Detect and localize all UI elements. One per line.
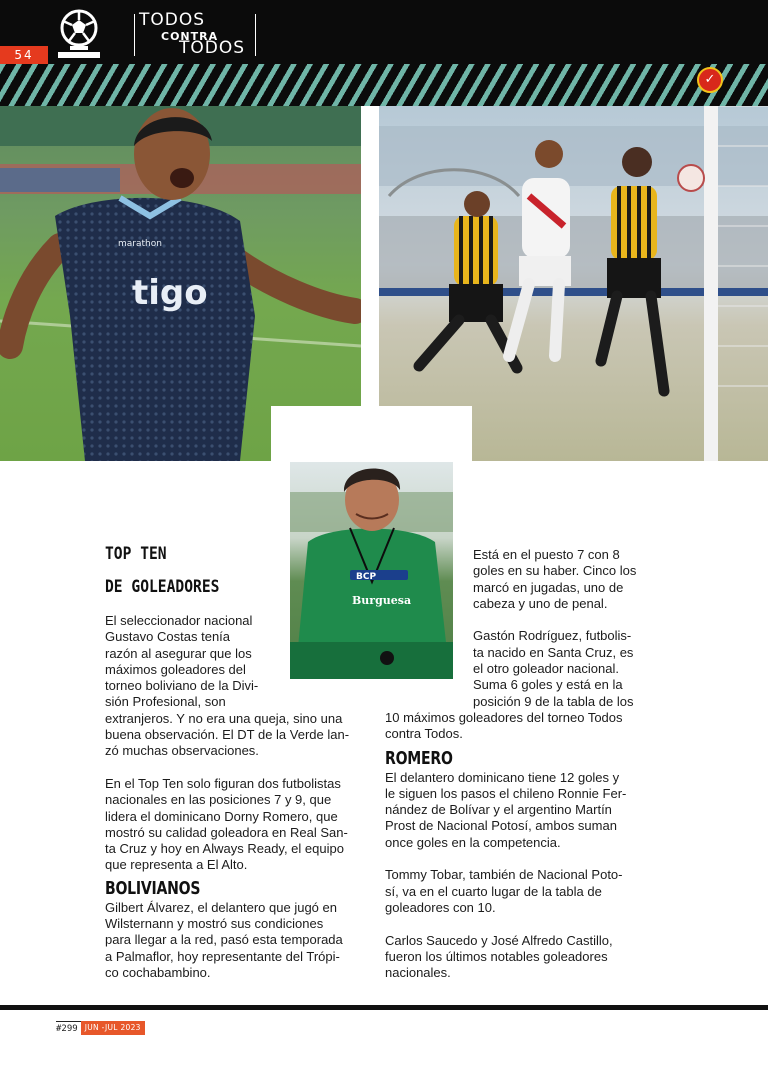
text-line: Está en el puesto 7 con 8 [473, 547, 620, 562]
text-line: Suma 6 goles y está en la [473, 677, 623, 693]
decorative-stripes [0, 64, 768, 106]
text-line: co cochabambino. [105, 964, 211, 980]
text-line: zó muchas observaciones. [105, 743, 259, 759]
section-title-line2: CONTRA [161, 30, 219, 43]
article-left-column [105, 538, 375, 981]
coach-photo-frame [271, 406, 472, 462]
text-line: nacionales en las posiciones 7 y 9, que [105, 792, 332, 808]
article-right-column-top [473, 547, 673, 710]
text-line: razón al asegurar que los [105, 645, 252, 661]
paragraph-intro [105, 613, 375, 760]
shirt-brand-text: tigo [132, 273, 208, 313]
text-line: Wilsternann y mostró sus condiciones [105, 916, 324, 932]
text-line: once goles en la competencia. [385, 834, 561, 850]
text-line: cabeza y uno de penal. [473, 595, 608, 611]
text-line: a Palmaflor, hoy representante del Trópi- [105, 948, 340, 964]
text-line: Gustavo Costas tenía [105, 629, 231, 645]
text-line: el otro goleador nacional. [473, 661, 619, 677]
text-line: buena observación. El DT de la Verde lan- [105, 727, 350, 743]
text-line: fueron los últimos notables goleadores [385, 948, 608, 964]
text-line: ta nacido en Santa Cruz, es [473, 644, 634, 660]
paragraph-alvarez [105, 900, 375, 981]
footer-rule [0, 1005, 768, 1010]
paragraph-top-ten [105, 776, 375, 874]
text-line: Prost de Nacional Potosí, ambos suman [385, 818, 617, 834]
text-line: ta Cruz y hoy en Always Ready, el equipo [105, 841, 344, 857]
brand-logo-badge: ✓ [697, 67, 723, 93]
text-line: nández de Bolívar y el argentino Martín [385, 802, 612, 818]
text-line: sí, va en el cuarto lugar de la tabla de [385, 883, 602, 899]
text-line: mostró su calidad goleadora en Real San- [105, 824, 348, 840]
coach-sponsor-text: BCP [356, 572, 377, 582]
text-line: En el Top Ten solo figuran dos futbolistas [105, 775, 341, 791]
text-line: lidera el dominicano Dorny Romero, que [105, 808, 338, 824]
issue-number: #299 [56, 1021, 81, 1035]
text-line: 10 máximos goleadores del torneo Todos [385, 710, 623, 725]
article-headline-line2: DE GOLEADORES [105, 577, 220, 597]
text-line: El seleccionador nacional [105, 613, 253, 628]
text-line: Gilbert Álvarez, el delantero que jugó en [105, 899, 337, 915]
text-line: que representa a El Alto. [105, 857, 248, 873]
text-line: torneo boliviano de la Divi- [105, 678, 259, 694]
text-line: posición 9 de la tabla de los [473, 693, 634, 709]
text-line: le siguen los pasos el chileno Ronnie Fer- [385, 785, 627, 801]
subhead-bolivianos: BOLIVIANOS [105, 877, 201, 899]
text-line: extranjeros. Y no era una queja, sino una [105, 710, 343, 726]
page-footer [56, 1021, 145, 1035]
article-headline-line1: TOP TEN [105, 544, 167, 564]
text-line: Carlos Saucedo y José Alfredo Castillo, [385, 932, 613, 948]
text-line: goles en su haber. Cinco los [473, 563, 637, 579]
page-number: 54 [0, 46, 48, 64]
issue-date: JUN -JUL 2023 [81, 1021, 145, 1035]
text-line: Tommy Tobar, también de Nacional Poto- [385, 867, 623, 883]
text-line: nacionales. [385, 965, 451, 981]
soccer-trophy-icon [52, 8, 106, 60]
coach-sponsor2-text: Burguesa [352, 594, 412, 607]
text-line: contra Todos. [385, 726, 463, 742]
text-line: El delantero dominicano tiene 12 goles y [385, 769, 620, 785]
text-line: goleadores con 10. [385, 899, 496, 915]
subhead-romero: ROMERO [385, 747, 453, 769]
text-line: Gastón Rodríguez, futbolis- [473, 628, 632, 644]
article-right-column-bottom [385, 710, 675, 981]
section-title-line3: TODOS [179, 38, 246, 58]
text-line: sión Profesional, son [105, 694, 226, 710]
text-line: marcó en jugadas, uno de [473, 579, 624, 595]
shirt-maker-text: marathon [118, 239, 162, 249]
section-title-line1: TODOS [139, 10, 206, 30]
section-title [134, 10, 256, 58]
page-header [0, 0, 768, 64]
text-line: para llegar a la red, pasó esta temporada [105, 932, 343, 948]
text-line: máximos goleadores del [105, 661, 246, 677]
